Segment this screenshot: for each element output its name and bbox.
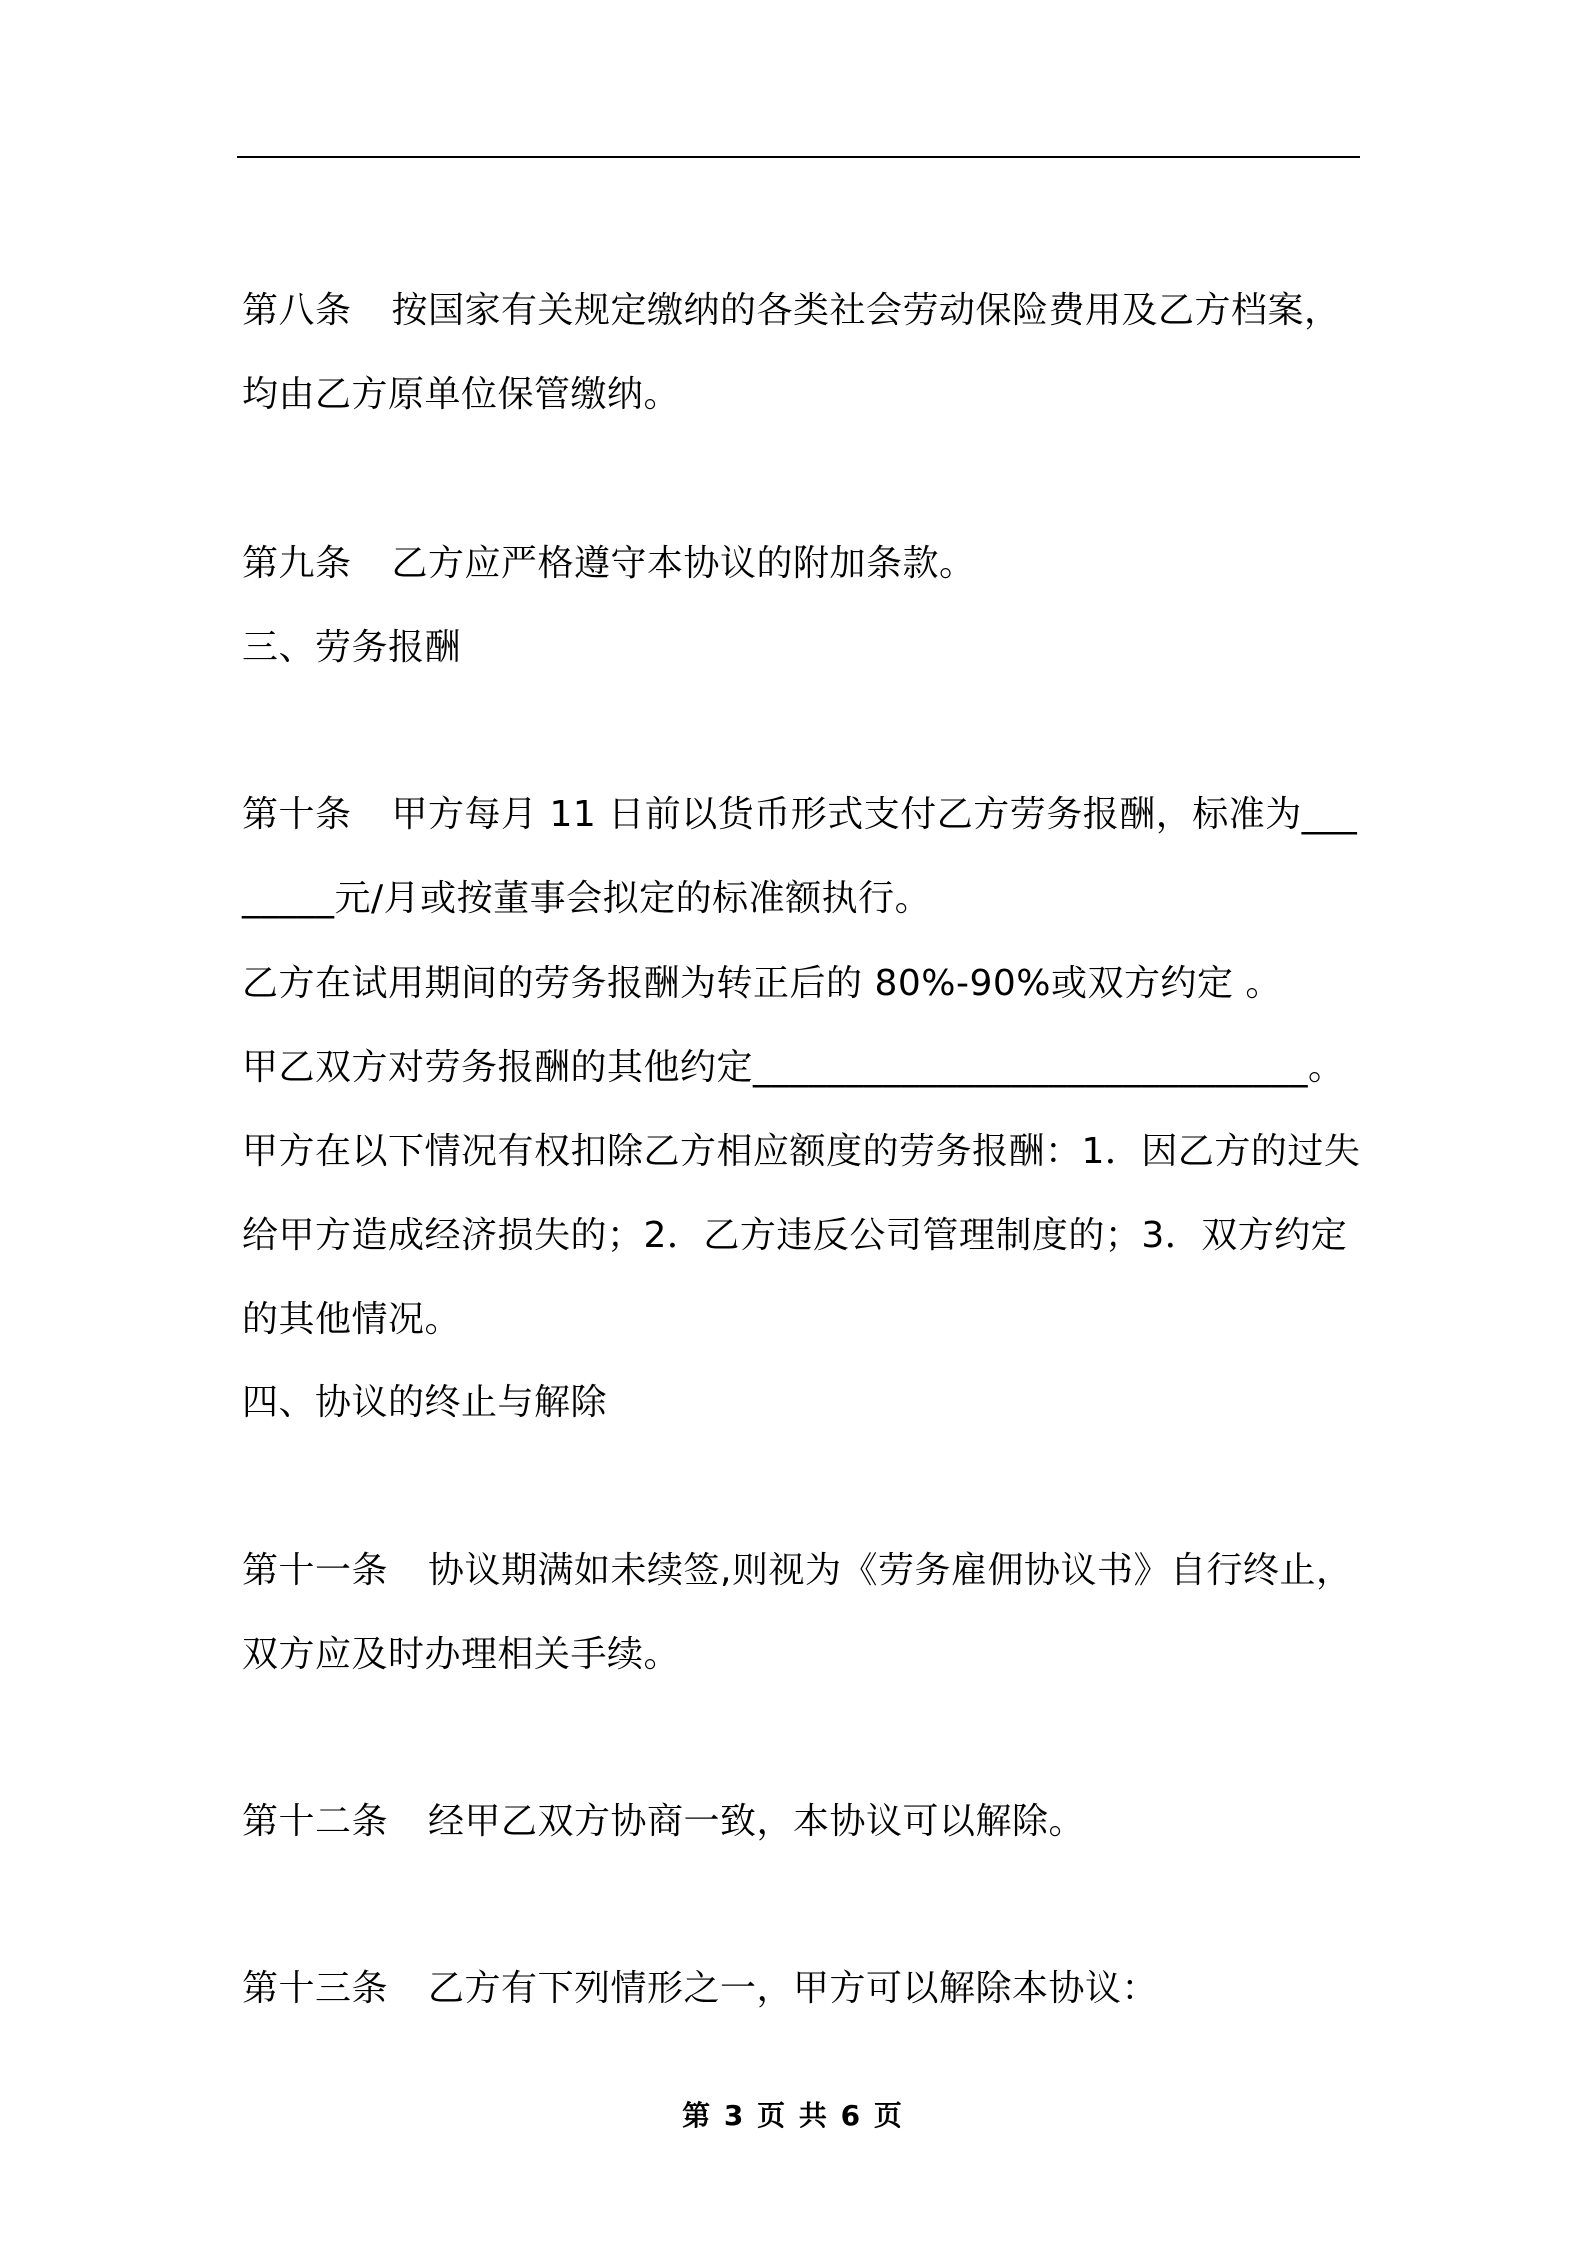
article-13-label: 第十三条 <box>242 1968 389 2009</box>
section-3-heading: 三、劳务报酬 <box>242 627 462 668</box>
article-9-text: 乙方应严格遵守本协议的附加条款。 <box>391 543 976 584</box>
page-footer: 第 3 页 共 6 页 <box>682 2099 904 2132</box>
other-agreement-paragraph: 甲乙双方对劳务报酬的其他约定______________________________。 <box>242 1047 1345 1088</box>
article-11-text: 协议期满如未续签,则视为《劳务雇佣协议书》自行终止，双方应及时办理相关手续。 <box>242 1550 1353 1675</box>
article-9-label: 第九条 <box>242 543 352 584</box>
article-8 <box>242 269 1362 437</box>
article-10 <box>242 773 1362 941</box>
article-11 <box>242 1529 1362 1697</box>
header-rule <box>237 156 1360 158</box>
article-12-text: 经甲乙双方协商一致，本协议可以解除。 <box>428 1801 1086 1842</box>
article-13-text: 乙方有下列情形之一，甲方可以解除本协议： <box>428 1968 1159 2009</box>
article-8-text: 按国家有关规定缴纳的各类社会劳动保险费用及乙方档案，均由乙方原单位保管缴纳。 <box>242 290 1341 415</box>
deduction-paragraph: 甲方在以下情况有权扣除乙方相应额度的劳务报酬：1．因乙方的过失给甲方造成经济损失的；2．乙方违反公司管理制度的；3．双方约定的其他情况。 <box>242 1131 1361 1340</box>
article-13 <box>242 1947 1362 2031</box>
article-10-label: 第十条 <box>242 794 352 835</box>
article-12 <box>242 1780 1362 1864</box>
section-4-heading: 四、协议的终止与解除 <box>242 1382 608 1423</box>
probation-pay-paragraph: 乙方在试用期间的劳务报酬为转正后的 80%-90%或双方约定 。 <box>242 963 1282 1004</box>
article-12-label: 第十二条 <box>242 1801 389 1842</box>
article-9 <box>242 522 1362 606</box>
article-11-label: 第十一条 <box>242 1550 389 1591</box>
article-10-text: 甲方每月 11 日前以货币形式支付乙方劳务报酬，标准为________元/月或按董事会拟定的标准额执行。 <box>242 794 1358 919</box>
article-8-label: 第八条 <box>242 290 352 331</box>
